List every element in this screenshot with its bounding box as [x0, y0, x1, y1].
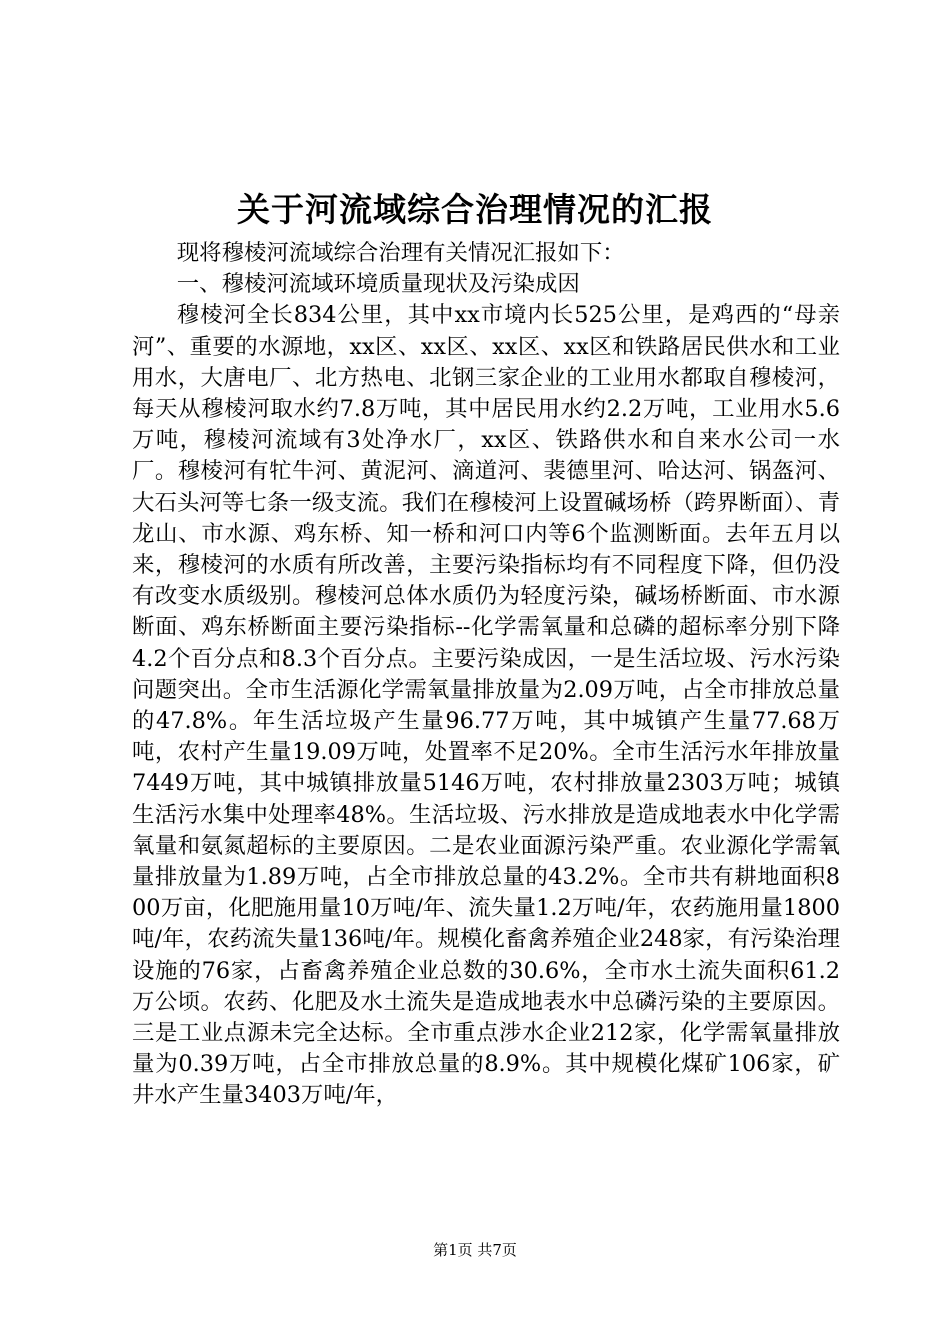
document-body	[132, 238, 840, 1112]
page-footer: 第1页 共7页	[433, 1241, 517, 1259]
intro-paragraph: 现将穆棱河流域综合治理有关情况汇报如下：	[176, 240, 625, 266]
body-paragraph: 穆棱河全长834公里，其中xx市境内长525公里，是鸡西的“母亲河”、重要的水源地，xx区、xx区、xx区、xx区和铁路居民供水和工业用水，大唐电厂、北方热电、北钢三家企业的工业用水都取自穆棱河，每天从穆棱河取水约7.8万吨，其中居民用水约2.2万吨，工业用水5.6万吨，穆棱河流域有3处净水厂，xx区、铁路供水和自来水公司一水厂。穆棱河有牤牛河、黄泥河、滴道河、裴德里河、哈达河、锅盔河、大石头河等七条一级支流。我们在穆棱河上设置碱场桥（跨界断面）、青龙山、市水源、鸡东桥、知一桥和河口内等6个监测断面。去年五月以来，穆棱河的水质有所改善，主要污染指标均有不同程度下降，但仍没有改变水质级别。穆棱河总体水质仍为轻度污染，碱场桥断面、市水源断面、鸡东桥断面主要污染指标--化学需氧量和总磷的超标率分别下降4.2个百分点和8.3个百分点。主要污染成因，一是生活垃圾、污水污染问题突出。全市生活源化学需氧量排放量为2.09万吨，占全市排放总量的47.8%。年生活垃圾产生量96.77万吨，其中城镇产生量77.68万吨，农村产生量19.09万吨，处置率不足20%。全市生活污水年排放量7449万吨，其中城镇排放量5146万吨，农村排放量2303万吨；城镇生活污水集中处理率48%。生活垃圾、污水排放是造成地表水中化学需氧量和氨氮超标的主要原因。二是农业面源污染严重。农业源化学需氧量排放量为1.89万吨，占全市排放总量的43.2%。全市共有耕地面积800万亩，化肥施用量10万吨/年、流失量1.2万吨/年，农药施用量1800吨/年，农药流失量136吨/年。规模化畜禽养殖企业248家，有污染治理设施的76家，占畜禽养殖企业总数的30.6%，全市水土流失面积61.2万公顷。农药、化肥及水土流失是造成地表水中总磷污染的主要原因。三是工业点源未完全达标。全市重点涉水企业212家，化学需氧量排放量为0.39万吨，占全市排放总量的8.9%。其中规模化煤矿106家，矿井水产生量3403万吨/年，	[132, 302, 840, 1109]
document-title: 关于河流域综合治理情况的汇报	[237, 190, 713, 229]
section-heading: 一、穆棱河流域环境质量现状及污染成因	[176, 271, 580, 298]
